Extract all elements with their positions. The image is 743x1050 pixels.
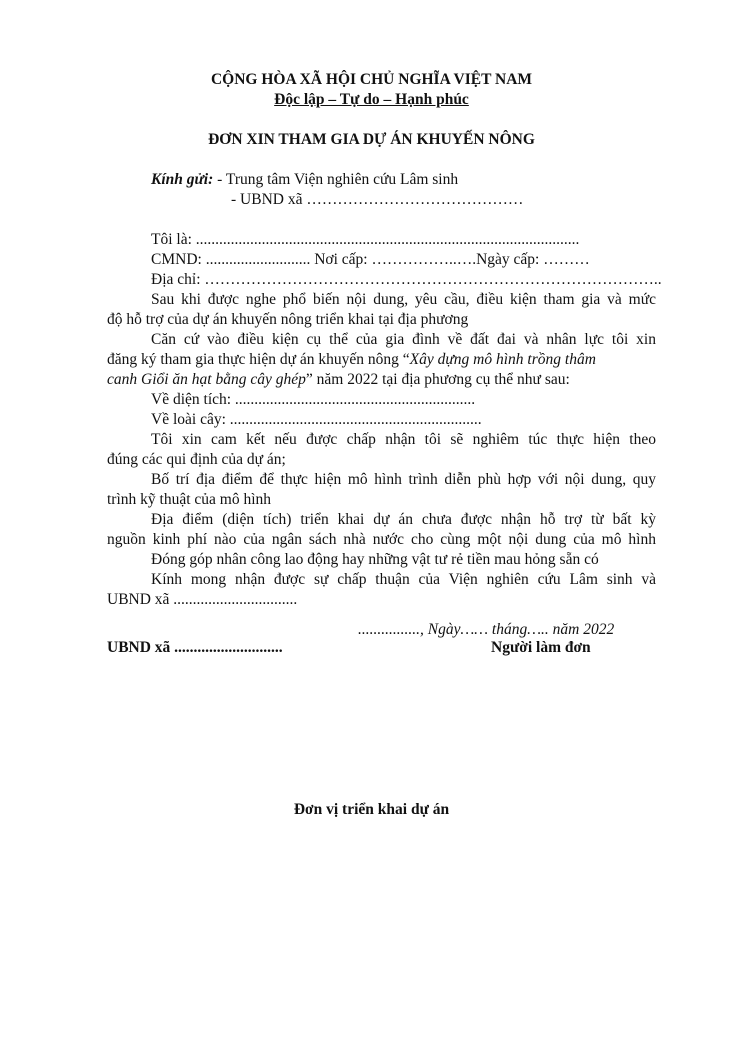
addressee-line-1	[151, 170, 458, 190]
applicant-signature: Người làm đơn	[491, 639, 591, 656]
project-name-part-1: Xây dựng mô hình trồng thâm	[409, 351, 596, 368]
para-3-line-1: Tôi xin cam kết nếu được chấp nhận tôi sẽ nghiêm túc thực hiện theo	[151, 431, 656, 448]
area-field: Về diện tích: ..............................................................	[151, 391, 476, 408]
para-2-line-3-text: ” năm 2022 tại địa phương cụ thể như sau:	[305, 371, 570, 388]
para-7-line-1: Kính mong nhận được sự chấp thuận của Viện nghiên cứu Lâm sinh và	[151, 571, 656, 588]
para-2-line-2-text: đăng ký tham gia thực hiện dự án khuyến nông “	[107, 351, 410, 368]
nation-header: CỘNG HÒA XÃ HỘI CHỦ NGHĨA VIỆT NAM	[210, 71, 533, 88]
para-6: Đóng góp nhân công lao động hay những vật tư rẻ tiền mau hỏng sẵn có	[151, 551, 599, 568]
para-5-line-2: nguồn kinh phí nào của ngân sách nhà nước cho cùng một nội dung của mô hình	[107, 531, 656, 548]
address-field: Địa chỉ: ……………………………………………………………………………..	[151, 271, 662, 288]
para-2-line-1: Căn cứ vào điều kiện cụ thể của gia đình về đất đai và nhân lực tôi xin	[151, 331, 656, 348]
para-1-line-2: độ hỗ trợ của dự án khuyến nông triển khai tại địa phương	[107, 311, 469, 328]
para-1-line-1: Sau khi được nghe phổ biến nội dung, yêu cầu, điều kiện tham gia và mức	[151, 291, 656, 308]
addressee-1: - Trung tâm Viện nghiên cứu Lâm sinh	[213, 171, 459, 188]
addressee-label: Kính gửi:	[151, 171, 214, 188]
document-title: ĐƠN XIN THAM GIA DỰ ÁN KHUYẾN NÔNG	[208, 131, 535, 148]
para-4-line-2: trình kỹ thuật của mô hình	[107, 491, 272, 508]
name-field: Tôi là: ...................................................................................................	[151, 231, 580, 248]
id-field: CMND: ........................... Nơi cấp: ……………..….Ngày cấp: ………	[151, 251, 590, 268]
motto-text: Độc lập – Tự do – Hạnh phúc	[274, 91, 469, 108]
species-field: Về loài cây: .................................................................	[151, 411, 482, 428]
para-7-line-2: UBND xã ................................	[107, 591, 298, 608]
project-name-part-2: canh Giổi ăn hạt bằng cây ghép	[107, 371, 306, 388]
para-3-line-2: đúng các qui định của dự án;	[107, 451, 286, 468]
implementing-unit: Đơn vị triển khai dự án	[293, 801, 450, 818]
para-2-line-2	[107, 350, 596, 370]
para-2-line-3	[107, 370, 570, 390]
addressee-2: - UBND xã ……………………………………	[231, 191, 524, 208]
motto	[0, 90, 743, 110]
commune-signature: UBND xã ............................	[107, 639, 283, 656]
date-line: ................, Ngày…… tháng….. năm 2022	[358, 621, 615, 638]
para-5-line-1: Địa điểm (diện tích) triển khai dự án chưa được nhận hỗ trợ từ bất kỳ	[151, 511, 656, 528]
para-4-line-1: Bố trí địa điểm để thực hiện mô hình trình diễn phù hợp với nội dung, quy	[151, 471, 656, 488]
